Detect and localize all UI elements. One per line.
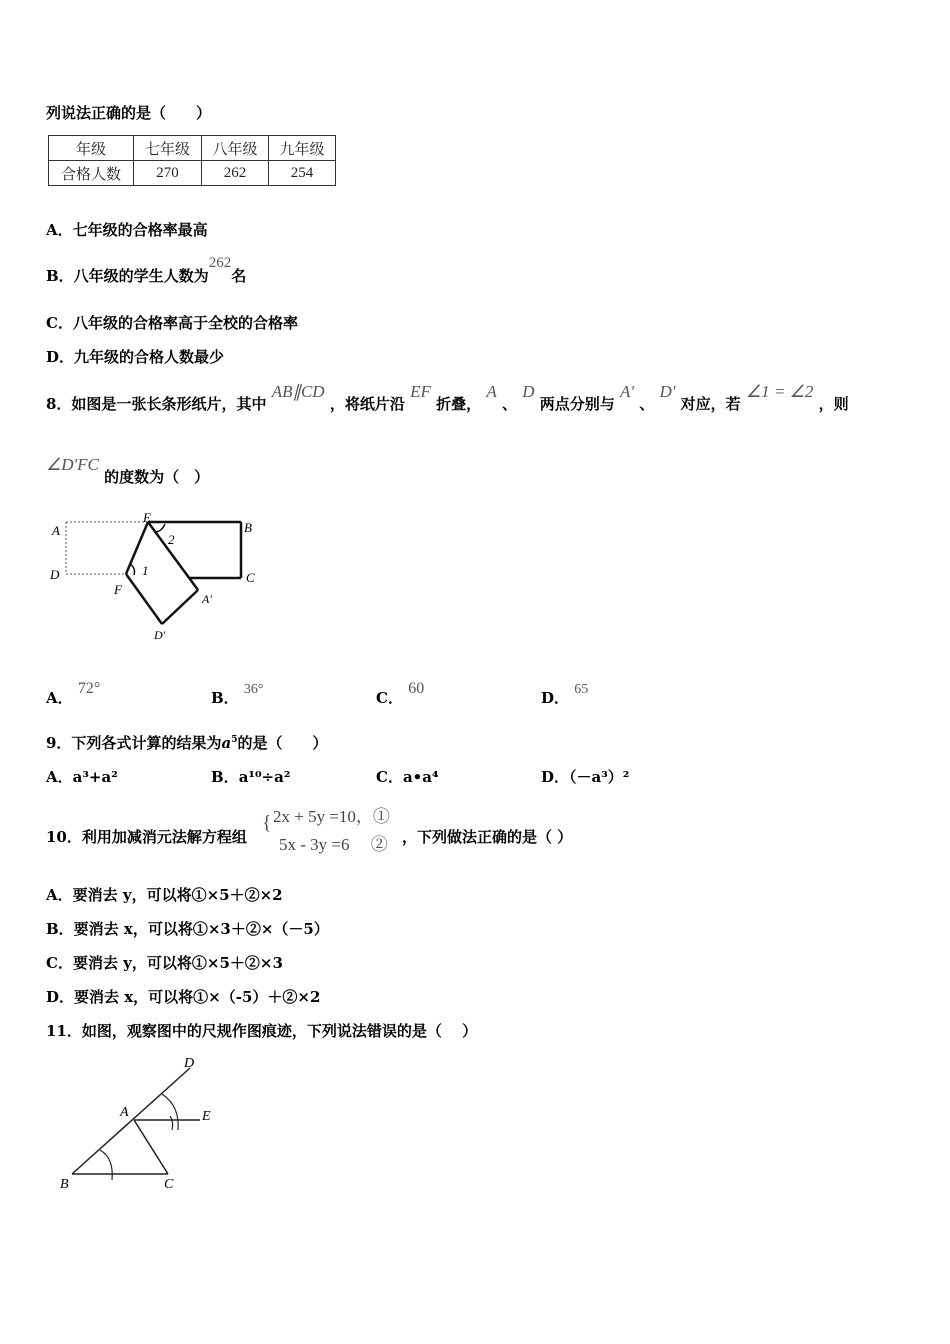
q7-option-a: A．七年级的合格率最高 <box>46 221 208 239</box>
q8-text: 的度数为（ ） <box>104 468 210 486</box>
q7-option-d: D．九年级的合格人数最少 <box>46 348 225 366</box>
q9-option-a <box>46 766 118 787</box>
q10-option-b: B．要消去 x，可以将①×3＋②×（－5） <box>46 920 329 938</box>
q9-option-b-label: B． <box>211 768 239 786</box>
q11-fig-label-c: C <box>164 1177 174 1192</box>
q8-text: 折叠， <box>436 395 482 413</box>
q10-option-c: C．要消去 y，可以将①×5＋②×3 <box>46 954 283 972</box>
q8-option-b-value: 36° <box>243 682 264 697</box>
q9-stem-exp: 5 <box>231 735 238 745</box>
q9-option-d <box>541 766 629 787</box>
q10-brace: { <box>262 812 272 834</box>
q8-text: 、 <box>639 395 655 413</box>
q7-option-b <box>46 255 247 286</box>
q8-fig-label-d-prime: D' <box>154 628 166 642</box>
q9-option-c <box>376 766 439 787</box>
q8-stem-line1 <box>46 382 908 414</box>
q8-fig-label-c: C <box>246 570 255 585</box>
q8-fig-label-e: E <box>143 510 151 525</box>
table-cell: 254 <box>269 161 336 186</box>
q9-stem-var: a <box>221 734 232 752</box>
q8-text: 两点分别与 <box>539 395 615 413</box>
q9-option-c-label: C． <box>376 768 403 786</box>
q8-option-a-label: A． <box>46 689 73 707</box>
q7-stem-tail: 列说法正确的是（ ） <box>46 104 212 122</box>
q8-fig-angle-2: 2 <box>168 532 175 547</box>
q8-math-angle-dfc: ∠D'FC <box>46 455 99 474</box>
q8-fig-label-b: B <box>244 520 252 535</box>
q8-stem-line2 <box>46 455 210 487</box>
q10-option-d: D．要消去 x，可以将①×（-5）＋②×2 <box>46 988 321 1006</box>
q9-option-c-value: a•a⁴ <box>402 768 439 786</box>
q8-math-a: A <box>486 382 497 401</box>
q7-option-b-pre: B．八年级的学生人数为 <box>46 267 209 285</box>
table-cell: 262 <box>202 161 269 186</box>
q8-fig-label-a: A <box>52 523 60 538</box>
q8-fig-label-a-prime: A' <box>202 592 212 606</box>
q8-option-a-value: 72° <box>77 680 101 697</box>
q11-compass-construction-figure <box>50 1050 230 1195</box>
q7-grade-table <box>48 135 336 186</box>
q8-text: 对应，若 <box>680 395 741 413</box>
q8-text: ，则 <box>818 395 849 413</box>
table-header-cell: 七年级 <box>134 136 202 161</box>
q8-option-d-value: 65 <box>574 682 589 697</box>
q8-math-ef: EF <box>410 382 431 401</box>
q10-stem-post: ，下列做法正确的是（ ） <box>402 828 573 846</box>
q11-fig-label-e: E <box>202 1109 211 1124</box>
q10-equation-1: 2x + 5y =10，① <box>273 807 390 826</box>
q11-fig-label-d: D <box>184 1056 195 1071</box>
table-header-cell: 八年级 <box>202 136 269 161</box>
q9-stem-pre: 9．下列各式计算的结果为 <box>46 734 222 752</box>
q8-option-d <box>541 682 589 708</box>
q8-option-c-value: 60 <box>408 680 425 697</box>
q8-option-c-label: C． <box>376 689 403 707</box>
q8-folded-strip-figure <box>44 508 274 648</box>
q9-option-d-value: （－a³）² <box>569 768 630 786</box>
q8-option-b-label: B． <box>211 689 239 707</box>
table-header-cell: 年级 <box>49 136 134 161</box>
q7-option-c: C．八年级的合格率高于全校的合格率 <box>46 314 298 332</box>
q8-math-d-prime: D' <box>659 382 676 401</box>
q9-stem <box>46 732 327 753</box>
q8-math-a-prime: A' <box>619 382 634 401</box>
q8-fig-label-d: D <box>50 567 60 582</box>
q9-option-a-value: a³+a² <box>72 768 118 786</box>
q7-option-b-number: 262 <box>208 255 232 271</box>
q8-math-angle-eq: ∠1 = ∠2 <box>745 382 814 401</box>
table-cell: 270 <box>134 161 202 186</box>
q8-option-d-label: D． <box>541 689 570 707</box>
q7-option-b-post: 名 <box>231 267 247 285</box>
q8-text: 8．如图是一张长条形纸片，其中 <box>46 395 267 413</box>
q8-option-c <box>376 680 425 708</box>
q9-option-b <box>211 766 290 787</box>
q10-option-a: A．要消去 y，可以将①×5＋②×2 <box>46 886 283 904</box>
q9-stem-post: 的是（ ） <box>237 734 328 752</box>
q8-math-ab-parallel-cd: AB∥CD <box>271 382 325 401</box>
q11-stem: 11．如图，观察图中的尺规作图痕迹，下列说法错误的是（ ） <box>46 1022 478 1040</box>
q8-option-b <box>211 682 264 708</box>
q9-option-d-label: D． <box>541 768 570 786</box>
q9-option-b-value: a¹⁰÷a² <box>238 768 291 786</box>
q10-stem-pre: 10．利用加减消元法解方程组 <box>46 828 247 846</box>
table-header-cell: 九年级 <box>269 136 336 161</box>
q8-option-a <box>46 680 101 708</box>
q8-fig-angle-1: 1 <box>142 563 149 578</box>
q8-text: ，将纸片沿 <box>329 395 405 413</box>
q10-equation-2: 5x - 3y =6 ② <box>279 835 388 854</box>
table-row <box>49 161 336 186</box>
table-row-label: 合格人数 <box>49 161 134 186</box>
q11-fig-label-b: B <box>60 1177 69 1192</box>
q8-math-d: D <box>522 382 535 401</box>
table-row <box>49 136 336 161</box>
q8-text: 、 <box>501 395 517 413</box>
q8-fig-label-f: F <box>114 582 122 597</box>
q11-fig-label-a: A <box>120 1105 129 1120</box>
q9-option-a-label: A． <box>46 768 73 786</box>
